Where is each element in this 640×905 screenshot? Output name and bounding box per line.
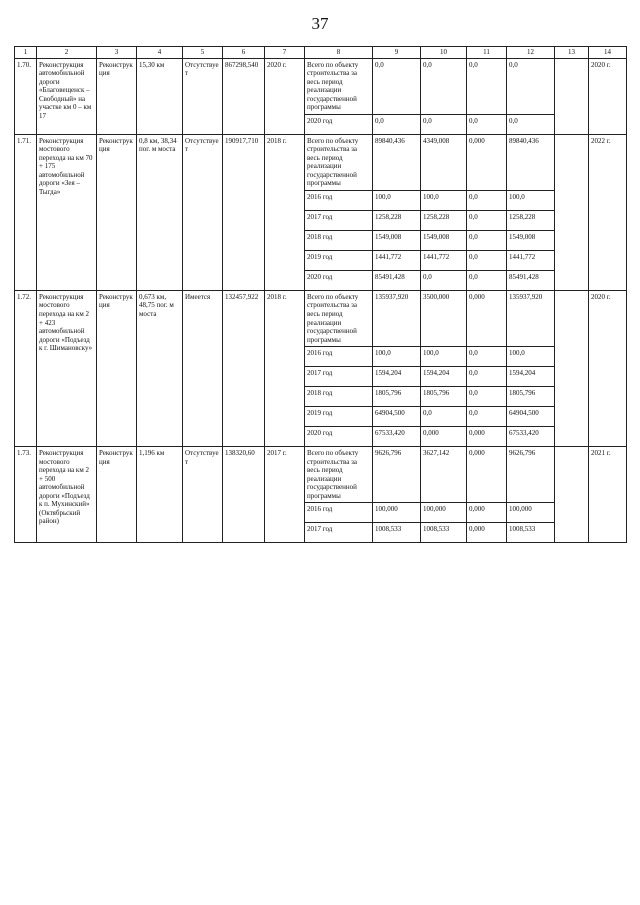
- table-body: [15, 58, 627, 543]
- amount-total: 89840,436: [373, 134, 421, 190]
- project-number: 1.70.: [15, 58, 37, 134]
- work-type: Реконструкция: [97, 447, 137, 543]
- amount-total: 9626,796: [373, 447, 421, 503]
- header-cell: 11: [467, 47, 507, 59]
- end-year: 2020 г.: [589, 290, 627, 446]
- amount-federal: 0,0: [467, 270, 507, 290]
- amount-total: 1008,533: [373, 523, 421, 543]
- period-label: Всего по объекту строительства за весь период реализации государственной программы: [305, 58, 373, 114]
- amount-regional: 100,0: [421, 347, 467, 367]
- amount-total: 1258,228: [373, 210, 421, 230]
- estimated-cost: 190917,710: [223, 134, 265, 290]
- amount-federal: 0,0: [467, 367, 507, 387]
- amount-total: 1805,796: [373, 387, 421, 407]
- estimated-cost: 138320,60: [223, 447, 265, 543]
- amount-federal: 0,0: [467, 387, 507, 407]
- amount-other: 67533,420: [507, 427, 555, 447]
- header-cell: 2: [37, 47, 97, 59]
- period-label: 2017 год: [305, 367, 373, 387]
- amount-other: 0,0: [507, 58, 555, 114]
- amount-regional: 3500,000: [421, 290, 467, 346]
- project-number: 1.71.: [15, 134, 37, 290]
- amount-total: 1594,204: [373, 367, 421, 387]
- start-year: 2020 г.: [265, 58, 305, 134]
- amount-regional: 100,000: [421, 503, 467, 523]
- start-year: 2018 г.: [265, 134, 305, 290]
- period-label: 2020 год: [305, 427, 373, 447]
- header-row: [15, 47, 627, 59]
- estimate-status: Имеется: [183, 290, 223, 446]
- amount-regional: 1258,228: [421, 210, 467, 230]
- investment-table: [14, 46, 627, 543]
- estimate-status: Отсутствует: [183, 134, 223, 290]
- period-label: 2017 год: [305, 523, 373, 543]
- amount-other: 100,000: [507, 503, 555, 523]
- table-row: [15, 134, 627, 190]
- amount-federal: 0,000: [467, 290, 507, 346]
- amount-total: 100,0: [373, 190, 421, 210]
- amount-federal: 0,000: [467, 427, 507, 447]
- amount-other: 89840,436: [507, 134, 555, 190]
- work-type: Реконструкция: [97, 58, 137, 134]
- period-label: 2016 год: [305, 503, 373, 523]
- amount-other: 1549,008: [507, 230, 555, 250]
- amount-federal: 0,0: [467, 210, 507, 230]
- amount-total: 67533,420: [373, 427, 421, 447]
- header-cell: 13: [555, 47, 589, 59]
- header-cell: 1: [15, 47, 37, 59]
- period-label: Всего по объекту строительства за весь период реализации государственной программы: [305, 447, 373, 503]
- capacity: 0,673 км, 48,75 пог. м моста: [137, 290, 183, 446]
- amount-federal: 0,0: [467, 58, 507, 114]
- amount-other: 9626,796: [507, 447, 555, 503]
- col-13-value: [555, 447, 589, 543]
- amount-regional: 0,0: [421, 58, 467, 114]
- capacity: 15,30 км: [137, 58, 183, 134]
- estimate-status: Отсутствует: [183, 58, 223, 134]
- amount-other: 1805,796: [507, 387, 555, 407]
- start-year: 2017 г.: [265, 447, 305, 543]
- estimate-status: Отсутствует: [183, 447, 223, 543]
- project-number: 1.72.: [15, 290, 37, 446]
- amount-other: 1441,772: [507, 250, 555, 270]
- project-name: Реконструкция автомобильной дороги «Благовещенск – Свободный» на участке км 0 – км 17: [37, 58, 97, 134]
- amount-federal: 0,0: [467, 190, 507, 210]
- period-label: 2018 год: [305, 230, 373, 250]
- amount-total: 1549,008: [373, 230, 421, 250]
- amount-federal: 0,0: [467, 114, 507, 134]
- amount-federal: 0,0: [467, 230, 507, 250]
- amount-other: 135937,920: [507, 290, 555, 346]
- amount-regional: 3627,142: [421, 447, 467, 503]
- amount-total: 0,0: [373, 58, 421, 114]
- project-name: Реконструкция мостового перехода на км 2 + 500 автомобильной дороги «Подъезд к п. Мухинский» (Октябрьский район): [37, 447, 97, 543]
- amount-regional: 0,0: [421, 114, 467, 134]
- col-13-value: [555, 134, 589, 290]
- period-label: 2016 год: [305, 190, 373, 210]
- period-label: 2019 год: [305, 250, 373, 270]
- period-label: 2017 год: [305, 210, 373, 230]
- col-13-value: [555, 290, 589, 446]
- amount-other: 1008,533: [507, 523, 555, 543]
- header-cell: 3: [97, 47, 137, 59]
- amount-regional: 4349,008: [421, 134, 467, 190]
- amount-federal: 0,000: [467, 503, 507, 523]
- header-cell: 12: [507, 47, 555, 59]
- amount-federal: 0,0: [467, 347, 507, 367]
- header-cell: 9: [373, 47, 421, 59]
- start-year: 2018 г.: [265, 290, 305, 446]
- period-label: 2020 год: [305, 270, 373, 290]
- amount-regional: 1441,772: [421, 250, 467, 270]
- period-label: 2020 год: [305, 114, 373, 134]
- work-type: Реконструкция: [97, 290, 137, 446]
- header-cell: 10: [421, 47, 467, 59]
- amount-regional: 1805,796: [421, 387, 467, 407]
- amount-other: 1258,228: [507, 210, 555, 230]
- amount-total: 135937,920: [373, 290, 421, 346]
- amount-total: 1441,772: [373, 250, 421, 270]
- estimated-cost: 867298,540: [223, 58, 265, 134]
- amount-federal: 0,000: [467, 134, 507, 190]
- col-13-value: [555, 58, 589, 134]
- capacity: 1,196 км: [137, 447, 183, 543]
- amount-regional: 0,000: [421, 427, 467, 447]
- estimated-cost: 132457,922: [223, 290, 265, 446]
- amount-regional: 1008,533: [421, 523, 467, 543]
- amount-federal: 0,0: [467, 407, 507, 427]
- end-year: 2020 г.: [589, 58, 627, 134]
- period-label: 2018 год: [305, 387, 373, 407]
- amount-total: 100,000: [373, 503, 421, 523]
- period-label: Всего по объекту строительства за весь период реализации государственной программы: [305, 134, 373, 190]
- amount-regional: 0,0: [421, 270, 467, 290]
- header-cell: 5: [183, 47, 223, 59]
- amount-total: 85491,428: [373, 270, 421, 290]
- amount-other: 64904,500: [507, 407, 555, 427]
- end-year: 2021 г.: [589, 447, 627, 543]
- header-cell: 6: [223, 47, 265, 59]
- period-label: 2016 год: [305, 347, 373, 367]
- amount-other: 1594,204: [507, 367, 555, 387]
- amount-other: 85491,428: [507, 270, 555, 290]
- end-year: 2022 г.: [589, 134, 627, 290]
- amount-other: 100,0: [507, 190, 555, 210]
- amount-total: 100,0: [373, 347, 421, 367]
- page-number: 37: [311, 14, 329, 33]
- header-cell: 4: [137, 47, 183, 59]
- amount-regional: 0,0: [421, 407, 467, 427]
- amount-total: 0,0: [373, 114, 421, 134]
- amount-regional: 100,0: [421, 190, 467, 210]
- amount-other: 100,0: [507, 347, 555, 367]
- period-label: 2019 год: [305, 407, 373, 427]
- project-number: 1.73.: [15, 447, 37, 543]
- amount-other: 0,0: [507, 114, 555, 134]
- project-name: Реконструкция мостового перехода на км 70 + 175 автомобильной дороги «Зея – Тыгда»: [37, 134, 97, 290]
- header-cell: 7: [265, 47, 305, 59]
- header-cell: 14: [589, 47, 627, 59]
- amount-regional: 1549,008: [421, 230, 467, 250]
- table-row: [15, 58, 627, 114]
- period-label: Всего по объекту строительства за весь период реализации государственной программы: [305, 290, 373, 346]
- amount-federal: 0,000: [467, 447, 507, 503]
- amount-regional: 1594,204: [421, 367, 467, 387]
- project-name: Реконструкция мостового перехода на км 2 + 423 автомобильной дороги «Подъезд к г. Шимановску»: [37, 290, 97, 446]
- amount-total: 64904,500: [373, 407, 421, 427]
- header-cell: 8: [305, 47, 373, 59]
- table-container: [14, 46, 626, 543]
- work-type: Реконструкция: [97, 134, 137, 290]
- amount-federal: 0,0: [467, 250, 507, 270]
- table-row: [15, 447, 627, 503]
- capacity: 0,8 км, 38,34 пог. м моста: [137, 134, 183, 290]
- amount-federal: 0,000: [467, 523, 507, 543]
- table-row: [15, 290, 627, 346]
